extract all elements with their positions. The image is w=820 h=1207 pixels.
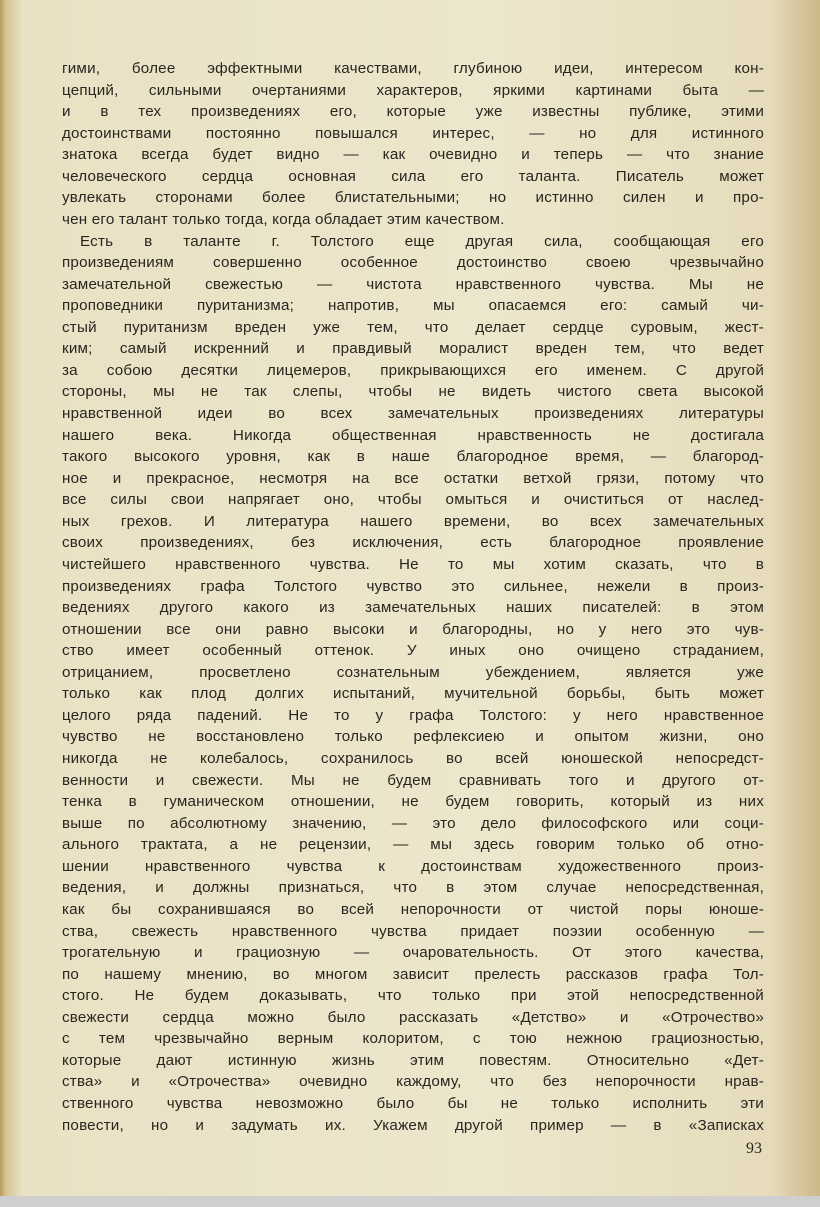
- text-line: отношении все они равно высоки и благородны, но у него это чув-: [62, 620, 764, 638]
- scan-bottom-edge: [0, 1196, 820, 1207]
- text-line: чен его талант только тогда, когда обладает этим качеством.: [62, 210, 505, 228]
- text-line: стого. Не будем доказывать, что только при этой непосредственной: [62, 987, 764, 1005]
- text-line: и в тех произведениях его, которые уже известны публике, этими: [62, 103, 764, 121]
- text-line: нашего века. Никогда общественная нравственность не достигала: [62, 426, 764, 444]
- text-line: тенка в гуманическом отношении, не будем говорить, который из них: [62, 793, 764, 811]
- text-line: отрицанием, просветлено сознательным убеждением, является уже: [62, 663, 764, 681]
- text-line: трогательную и грациозную — очаровательность. От этого качества,: [62, 944, 764, 962]
- text-line: целого ряда падений. Не то у графа Толстого: у него нравственное: [62, 706, 764, 724]
- text-line: цепций, сильными очертаниями характеров, яркими картинами быта —: [62, 81, 764, 99]
- text-line: такого высокого уровня, как в наше благородное время, — благород-: [62, 448, 764, 466]
- text-line: венности и свежести. Мы не будем сравнивать того и другого от-: [62, 771, 764, 789]
- text-line: нравственной идеи во всех замечательных произведениях литературы: [62, 405, 764, 422]
- text-line: ное и прекрасное, несмотря на все остатки ветхой грязи, потому что: [62, 469, 764, 487]
- text-line: чувство не восстановлено только рефлексиею и опытом жизни, оно: [62, 728, 764, 746]
- text-line: ведениях другого какого из замечательных наших писателей: в этом: [62, 599, 764, 617]
- text-line: чистейшего нравственного чувства. Не то мы хотим сказать, что в: [62, 555, 764, 573]
- text-line: проповедники пуританизма; напротив, мы опасаемся его: самый чи-: [62, 297, 764, 315]
- text-line: человеческого сердца основная сила его таланта. Писатель может: [62, 167, 764, 185]
- text-line: замечательной свежестью — чистота нравственного чувства. Мы не: [62, 275, 764, 293]
- text-line: ким; самый искренний и правдивый моралист вреден тем, что ведет: [62, 340, 764, 358]
- text-line: с тем чрезвычайно верным колоритом, с тою нежною грациозностью,: [62, 1030, 764, 1048]
- text-line: свежести сердца можно было рассказать «Детство» и «Отрочество»: [62, 1008, 764, 1026]
- text-line: ных грехов. И литература нашего времени, во всех замечательных: [62, 512, 764, 530]
- body-text: [62, 58, 764, 1136]
- text-line: никогда не колебалось, сохранилось во всей юношеской непосредст-: [62, 750, 764, 767]
- text-line: ведения, и должны признаться, что в этом случае непосредственная,: [62, 879, 764, 897]
- text-line: своих произведениях, без исключения, есть благородное проявление: [62, 534, 764, 552]
- text-line: шении нравственного чувства к достоинствам художественного произ-: [62, 857, 764, 875]
- text-line: Есть в таланте г. Толстого еще другая сила, сообщающая его: [80, 232, 764, 250]
- text-line: ства, свежесть нравственного чувства придает поэзии особенную —: [62, 922, 764, 940]
- text-line: стый пуританизм вреден уже тем, что делает сердце суровым, жест-: [62, 318, 764, 336]
- text-line: стороны, мы не так слепы, чтобы не видеть чистого света высокой: [62, 383, 764, 401]
- text-line: ственного чувства невозможно было бы не только исполнить эти: [62, 1095, 764, 1112]
- text-line: знатока всегда будет видно — как очевидно и теперь — что знание: [62, 146, 764, 164]
- text-line: выше по абсолютному значению, — это дело философского или соци-: [62, 814, 764, 832]
- text-line: гими, более эффектными качествами, глубиною идеи, интересом кон-: [62, 60, 764, 77]
- text-line: которые дают истинную жизнь этим повестям. Относительно «Дет-: [62, 1051, 764, 1069]
- text-line: произведениям совершенно особенное достоинство своею чрезвычайно: [62, 254, 764, 272]
- text-line: ального трактата, а не рецензии, — мы здесь говорим только об отно-: [62, 836, 764, 854]
- text-line: как бы сохранившаяся во всей непорочности от чистой поры юноше-: [62, 900, 764, 918]
- text-line: только как плод долгих испытаний, мучительной борьбы, быть может: [62, 685, 764, 703]
- text-line: за собою десятки лицемеров, прикрывающихся его именем. С другой: [62, 361, 764, 379]
- text-line: повести, но и задумать их. Укажем другой пример — в «Записках: [62, 1116, 764, 1134]
- page-number: 93: [746, 1140, 762, 1157]
- text-line: увлекать сторонами более блистательными; но истинно силен и про-: [62, 189, 764, 207]
- text-line: все силы свои напрягает оно, чтобы омыться и очиститься от наслед-: [62, 491, 764, 509]
- text-line: по нашему мнению, во многом зависит прелесть рассказов графа Тол-: [62, 965, 764, 983]
- text-line: ство имеет особенный оттенок. У иных оно очищено страданием,: [62, 642, 764, 660]
- text-line: ства» и «Отрочества» очевидно каждому, что без непорочности нрав-: [62, 1073, 764, 1091]
- text-line: достоинствами постоянно повышался интерес, — но для истинного: [62, 124, 764, 142]
- text-line: произведениях графа Толстого чувство это сильнее, нежели в произ-: [62, 577, 764, 595]
